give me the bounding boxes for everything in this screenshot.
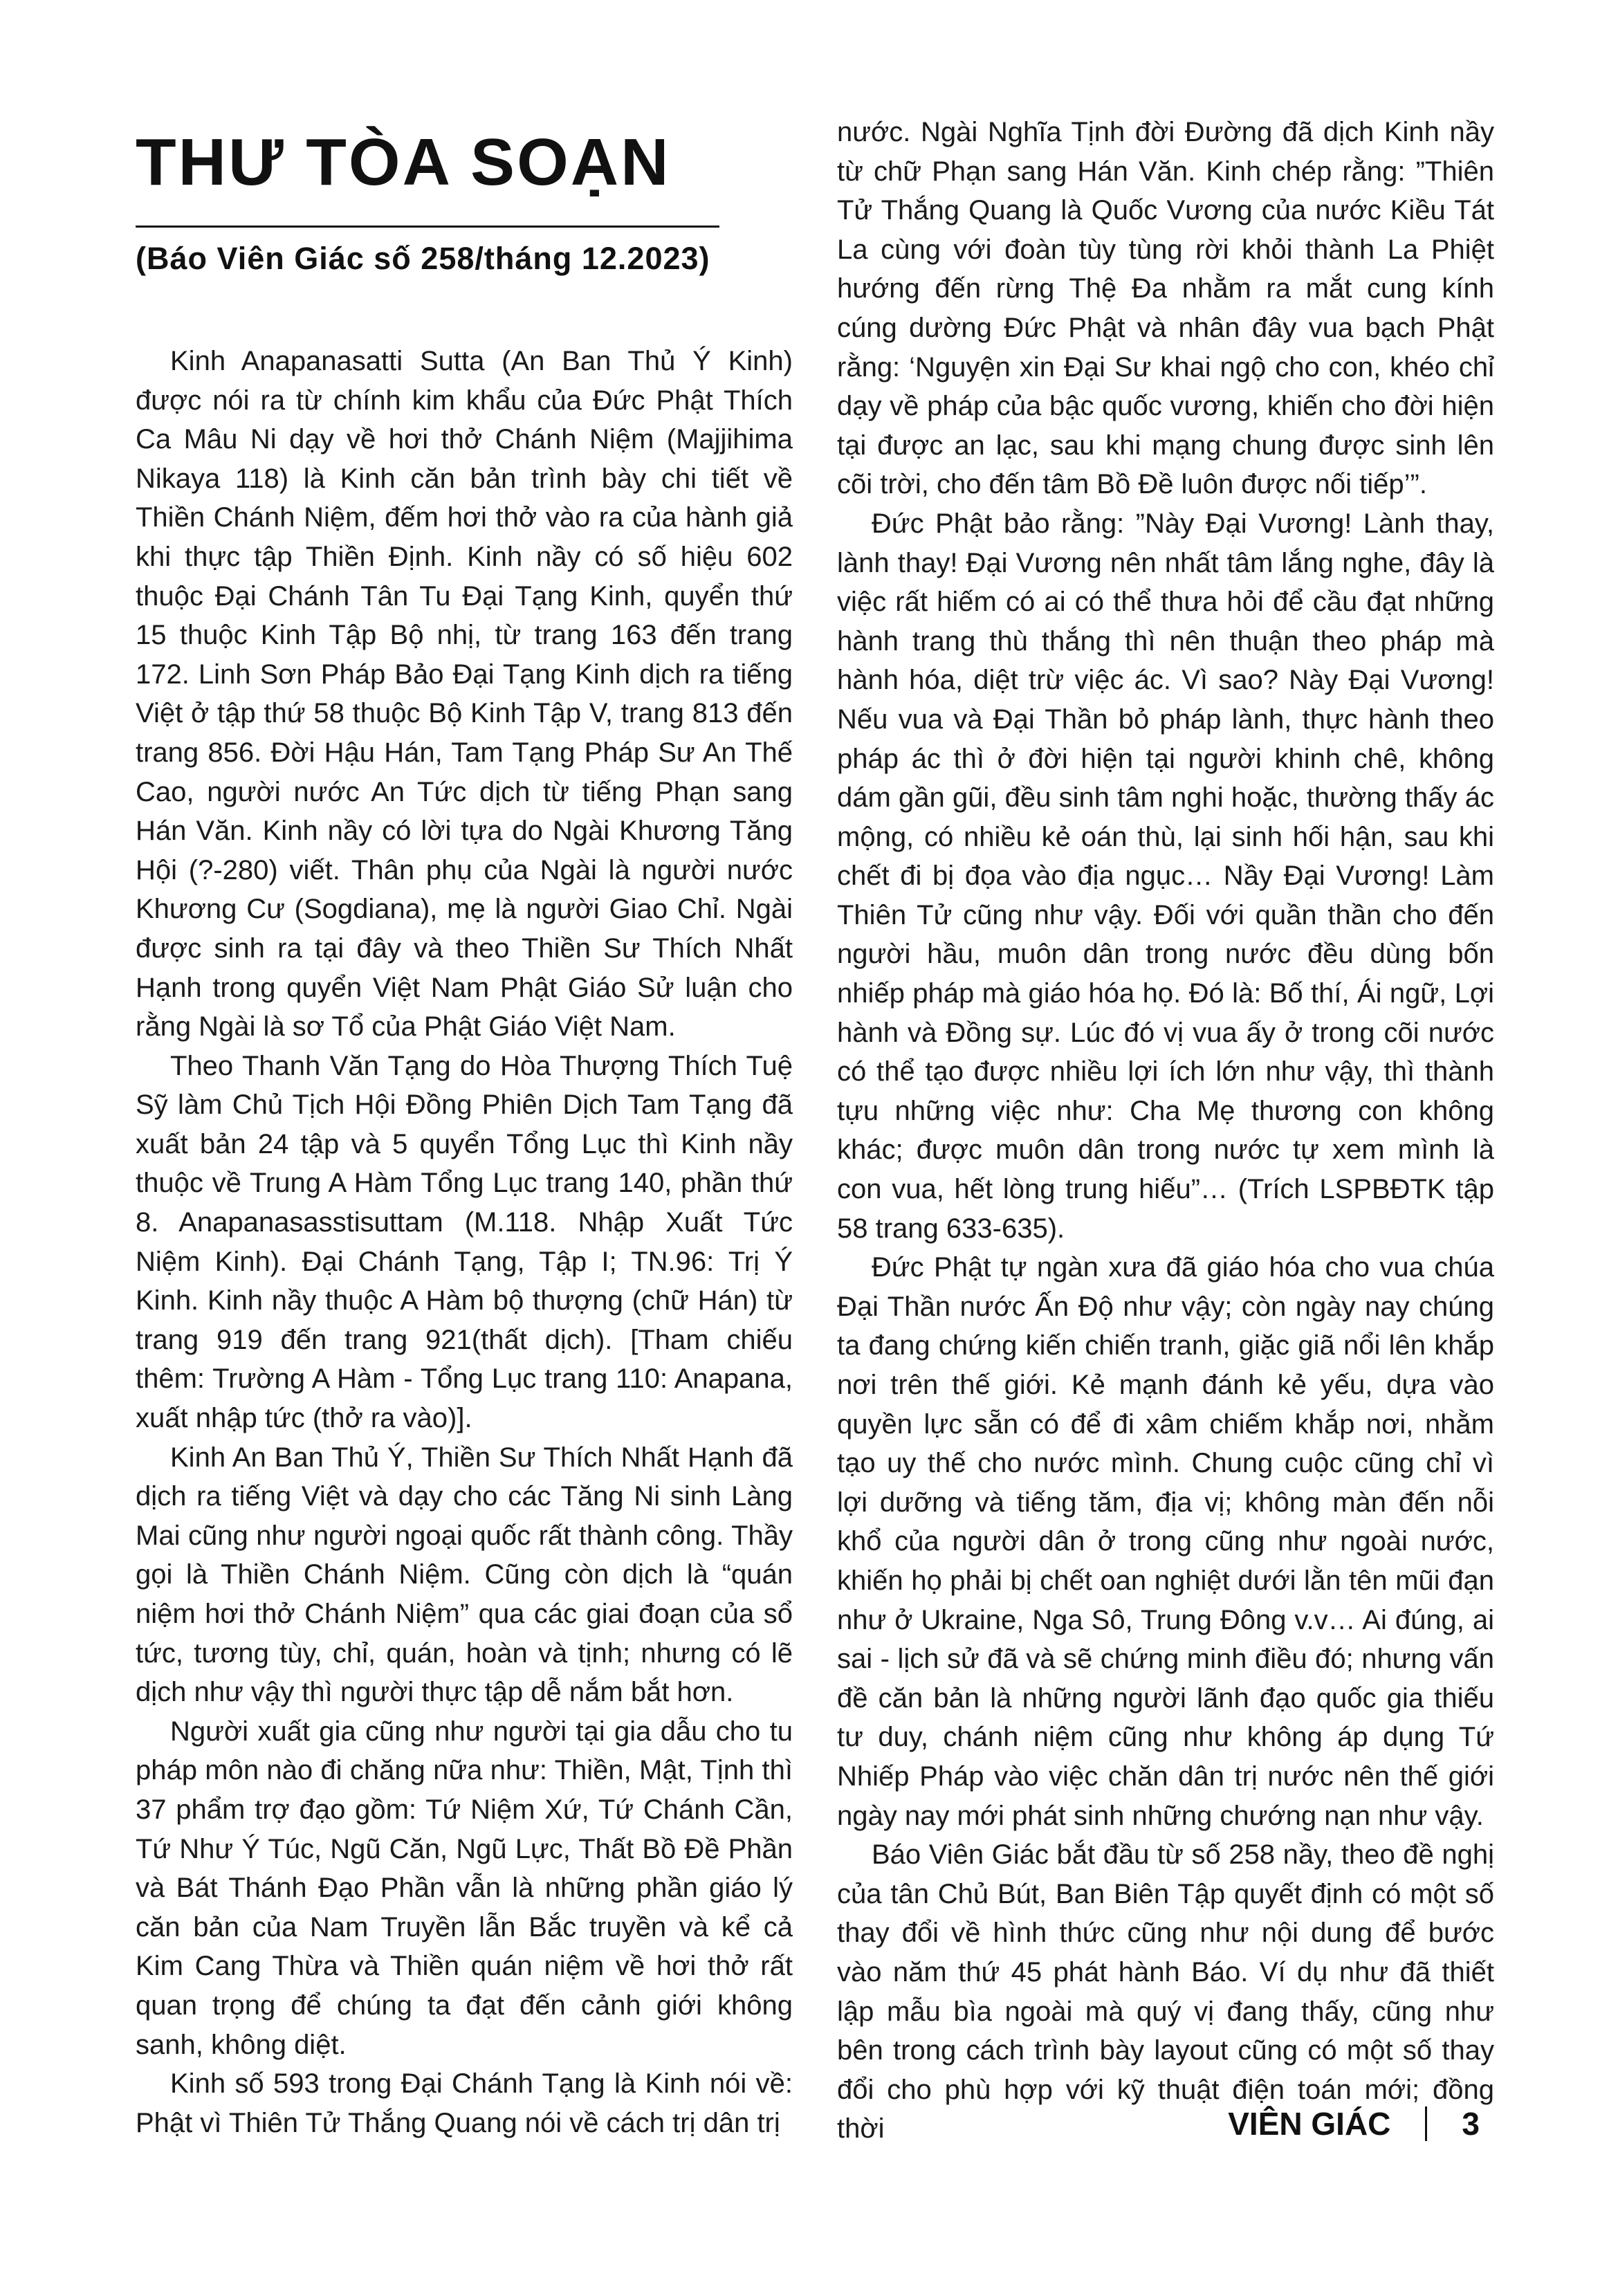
paragraph: Theo Thanh Văn Tạng do Hòa Thượng Thích Tuệ Sỹ làm Chủ Tịch Hội Đồng Phiên Dịch Tam Tạng đã xuất bản 24 tập và 5 quyển Tổng Lục thì Kinh nầy thuộc về Trung A Hàm Tổng Lục trang 140, phần thứ 8. Anapanasasstisuttam (M.118. Nhập Xuất Tức Niệm Kinh). Đại Chánh Tạng, Tập I; TN.96: Trị Ý Kinh. Kinh nầy thuộc A Hàm bộ thượng (chữ Hán) từ trang 919 đến trang 921(thất dịch). [Tham chiếu thêm: Trường A Hàm - Tổng Lục trang 110: Anapana, xuất nhập tức (thở ra vào)]. [136,1050,793,1434]
paragraph: Kinh An Ban Thủ Ý, Thiền Sư Thích Nhất Hạnh đã dịch ra tiếng Việt và dạy cho các Tăng Ni sinh Làng Mai cũng như người ngoại quốc rất thành công. Thầy gọi là Thiền Chánh Niệm. Cũng còn dịch là “quán niệm hơi thở Chánh Niệm” qua các giai đoạn của sổ tức, tương tùy, chỉ, quán, hoàn và tịnh; nhưng có lẽ dịch như vậy thì người thực tập dễ nắm bắt hơn. [136,1442,793,1708]
left-column [136,342,793,2142]
paragraph: Kinh Anapanasatti Sutta (An Ban Thủ Ý Kinh) được nói ra từ chính kim khẩu của Đức Phật Thích Ca Mâu Ni dạy về hơi thở Chánh Niệm (Majjihima Nikaya 118) là Kinh căn bản trình bày chi tiết về Thiền Chánh Niệm, đếm hơi thở vào ra của hành giả khi thực tập Thiền Định. Kinh nầy có số hiệu 602 thuộc Đại Chánh Tân Tu Đại Tạng Kinh, quyển thứ 15 thuộc Kinh Tập Bộ nhị, từ trang 163 đến trang 172. Linh Sơn Pháp Bảo Đại Tạng Kinh dịch ra tiếng Việt ở tập thứ 58 thuộc Bộ Kinh Tập V, trang 813 đến trang 856. Đời Hậu Hán, Tam Tạng Pháp Sư An Thế Cao, người nước An Tức dịch từ tiếng Phạn sang Hán Văn. Kinh nầy có lời tựa do Ngài Khương Tăng Hội (?-280) viết. Thân phụ của Ngài là người nước Khương Cư (Sogdiana), mẹ là người Giao Chỉ. Ngài được sinh ra tại đây và theo Thiền Sư Thích Nhất Hạnh trong quyển Việt Nam Phật Giáo Sử luận cho rằng Ngài là sơ Tổ của Phật Giáo Việt Nam. [136,346,793,1043]
page-title: THƯ TÒA SOẠN [136,125,671,199]
page-number: 3 [1462,2106,1480,2142]
title-divider [136,226,719,228]
page-footer [1228,2105,1480,2142]
right-column [837,113,1494,2149]
paragraph: Đức Phật bảo rằng: ”Này Đại Vương! Lành thay, lành thay! Đại Vương nên nhất tâm lắng nghe, đây là việc rất hiếm có ai có thể thưa hỏi để cầu đạt những hành trang thù thắng thì nên thuận theo pháp mà hành hóa, diệt trừ việc ác. Vì sao? Này Đại Vương! Nếu vua và Đại Thần bỏ pháp lành, thực hành theo pháp ác thì ở đời hiện tại người khinh chê, không dám gần gũi, đều sinh tâm nghi hoặc, thường thấy ác mộng, có nhiều kẻ oán thù, lại sinh hối hận, sau khi chết đi bị đọa vào địa ngục… Nầy Đại Vương! Làm Thiên Tử cũng như vậy. Đối với quần thần cho đến người hầu, muôn dân trong nước đều dùng bốn nhiếp pháp mà giáo hóa họ. Đó là: Bố thí, Ái ngữ, Lợi hành và Đồng sự. Lúc đó vị vua ấy ở trong cõi nước có thể tạo được nhiều lợi ích lớn như vậy, thì thành tựu những việc như: Cha Mẹ thương con không khác; được muôn dân trong nước tự xem mình là con vua, hết lòng trung hiếu”… (Trích LSPBĐTK tập 58 trang 633-635). [837,508,1494,1244]
paragraph-continued: nước. Ngài Nghĩa Tịnh đời Đường đã dịch Kinh nầy từ chữ Phạn sang Hán Văn. Kinh chép rằng: ”Thiên Tử Thắng Quang là Quốc Vương của nước Kiều Tát La cùng với đoàn tùy tùng rời khỏi thành La Phiệt hướng đến rừng Thệ Đa nhằm ra mắt cung kính cúng dường Đức Phật và nhân đây vua bạch Phật rằng: ‘Nguyện xin Đại Sư khai ngộ cho con, khéo chỉ dạy về pháp của bậc quốc vương, khiến cho đời hiện tại được an lạc, sau khi mạng chung được sinh lên cõi trời, cho đến tâm Bồ Đề luôn được nối tiếp’”. [837,117,1494,500]
paragraph: Báo Viên Giác bắt đầu từ số 258 nầy, theo đề nghị của tân Chủ Bút, Ban Biên Tập quyết định có một số thay đổi về hình thức cũng như nội dung để bước vào năm thứ 45 phát hành Báo. Ví dụ như đã thiết lập mẫu bìa ngoài mà quý vị đang thấy, cũng như bên trong cách trình bày layout cũng có một số thay đổi cho phù hợp với kỹ thuật điện toán mới; đồng thời [837,1839,1494,2145]
paragraph: Kinh số 593 trong Đại Chánh Tạng là Kinh nói về: Phật vì Thiên Tử Thắng Quang nói về cách trị dân trị [136,2068,793,2138]
publication-name: VIÊN GIÁC [1228,2106,1391,2142]
paragraph: Người xuất gia cũng như người tại gia dẫu cho tu pháp môn nào đi chăng nữa như: Thiền, Mật, Tịnh thì 37 phẩm trợ đạo gồm: Tứ Niệm Xứ, Tứ Chánh Cần, Tứ Như Ý Túc, Ngũ Căn, Ngũ Lực, Thất Bồ Đề Phần và Bát Thánh Đạo Phần vẫn là những phần giáo lý căn bản của Nam Truyền lẫn Bắc truyền và kể cả Kim Cang Thừa và Thiền quán niệm về hơi thở rất quan trọng để chúng ta đạt đến cảnh giới không sanh, không diệt. [136,1716,793,2060]
footer-divider [1425,2106,1427,2141]
issue-subtitle: (Báo Viên Giác số 258/tháng 12.2023) [136,241,710,276]
paragraph: Đức Phật tự ngàn xưa đã giáo hóa cho vua chúa Đại Thần nước Ấn Độ như vậy; còn ngày nay chúng ta đang chứng kiến chiến tranh, giặc giã nổi lên khắp nơi trên thế giới. Kẻ mạnh đánh kẻ yếu, dựa vào quyền lực sẵn có để đi xâm chiếm khắp nơi, nhằm tạo uy thế cho nước mình. Chung cuộc cũng chỉ vì lợi dưỡng và tiếng tăm, địa vị; không màn đến nỗi khổ của người dân ở trong cũng như ngoài nước, khiến họ phải bị chết oan nghiệt dưới lằn tên mũi đạn như ở Ukraine, Nga Sô, Trung Đông v.v… Ai đúng, ai sai - lịch sử đã và sẽ chứng minh điều đó; nhưng vấn đề căn bản là những người lãnh đạo quốc gia thiếu tư duy, chánh niệm cũng như không áp dụng Tứ Nhiếp Pháp vào việc chăn dân trị nước nên thế giới ngày nay mới phát sinh những chướng nạn như vậy. [837,1252,1494,1831]
